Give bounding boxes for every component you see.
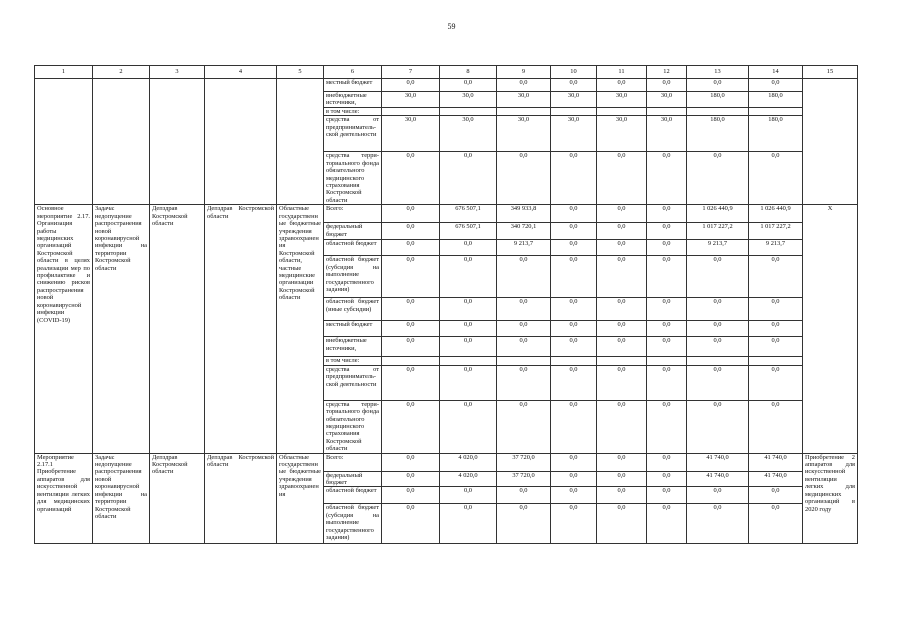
value-cell: 0,0 xyxy=(382,471,440,487)
header-cell: 10 xyxy=(551,66,597,79)
value-cell: 0,0 xyxy=(382,365,440,400)
value-cell: 0,0 xyxy=(647,205,687,223)
value-cell: 0,0 xyxy=(382,256,440,298)
header-cell: 5 xyxy=(277,66,324,79)
value-cell: 0,0 xyxy=(551,321,597,337)
empty-cell xyxy=(35,79,93,205)
value-cell: 0,0 xyxy=(597,152,647,205)
value-cell xyxy=(497,357,551,365)
value-cell: 1 026 440,9 xyxy=(749,205,803,223)
value-cell xyxy=(551,108,597,116)
value-cell: 0,0 xyxy=(749,365,803,400)
source-cell: внебюджетные источники, xyxy=(324,92,382,108)
value-cell: 0,0 xyxy=(382,298,440,321)
header-cell: 3 xyxy=(150,66,205,79)
measure-customer: Депздрав Костромской области xyxy=(150,205,205,453)
value-cell: 180,0 xyxy=(687,116,749,152)
value-cell: 0,0 xyxy=(597,337,647,357)
value-cell: 0,0 xyxy=(597,223,647,240)
empty-cell xyxy=(150,79,205,205)
value-cell: 0,0 xyxy=(647,223,687,240)
value-cell: 30,0 xyxy=(597,116,647,152)
empty-cell xyxy=(277,79,324,205)
value-cell: 0,0 xyxy=(749,79,803,92)
value-cell: 41 740,0 xyxy=(687,471,749,487)
value-cell: 0,0 xyxy=(382,240,440,256)
header-cell: 9 xyxy=(497,66,551,79)
source-cell: в том числе: xyxy=(324,357,382,365)
value-cell: 0,0 xyxy=(687,400,749,453)
value-cell: 30,0 xyxy=(382,92,440,108)
value-cell: 0,0 xyxy=(551,256,597,298)
value-cell: 0,0 xyxy=(749,152,803,205)
value-cell: 0,0 xyxy=(497,365,551,400)
value-cell xyxy=(687,108,749,116)
value-cell: 0,0 xyxy=(647,453,687,471)
source-cell: средства территориального фонда обязательного медицинского страхования Костромской области xyxy=(324,400,382,453)
value-cell: 0,0 xyxy=(687,365,749,400)
value-cell: 0,0 xyxy=(497,400,551,453)
measure-executor: Депздрав Костромской области xyxy=(205,453,277,544)
table-row xyxy=(35,205,858,223)
source-cell: внебюджетные источники, xyxy=(324,337,382,357)
value-cell: 0,0 xyxy=(551,223,597,240)
measure-name: Мероприятие 2.17.1 Приобретение аппаратов для искусственной вентиляции легких для медицинских организаций xyxy=(35,453,93,544)
value-cell: 30,0 xyxy=(440,116,497,152)
value-cell: 0,0 xyxy=(597,365,647,400)
table-row xyxy=(35,453,858,471)
value-cell: 180,0 xyxy=(687,92,749,108)
empty-cell xyxy=(205,79,277,205)
header-cell: 4 xyxy=(205,66,277,79)
value-cell: 0,0 xyxy=(382,453,440,471)
value-cell: 0,0 xyxy=(382,152,440,205)
value-cell xyxy=(382,108,440,116)
value-cell: 37 720,0 xyxy=(497,453,551,471)
measure-task: Задача: недопущение распространения новой коронавирусной инфекции на территории Костромской области xyxy=(93,453,150,544)
value-cell: 0,0 xyxy=(551,152,597,205)
source-cell: средства от предпринимательской деятельности xyxy=(324,365,382,400)
value-cell: 0,0 xyxy=(440,487,497,504)
source-cell: средства от предпринимательской деятельности xyxy=(324,116,382,152)
value-cell: 0,0 xyxy=(597,79,647,92)
value-cell: 0,0 xyxy=(382,321,440,337)
value-cell: 0,0 xyxy=(647,504,687,544)
budget-table xyxy=(34,65,858,544)
value-cell: 0,0 xyxy=(382,400,440,453)
header-cell: 2 xyxy=(93,66,150,79)
value-cell: 0,0 xyxy=(749,256,803,298)
source-cell: средства территориального фонда обязательного медицинского страхования Костромской области xyxy=(324,152,382,205)
value-cell: 676 507,1 xyxy=(440,223,497,240)
value-cell: 0,0 xyxy=(647,256,687,298)
value-cell: 0,0 xyxy=(647,365,687,400)
value-cell: 0,0 xyxy=(497,504,551,544)
value-cell: 0,0 xyxy=(382,223,440,240)
value-cell: 0,0 xyxy=(497,337,551,357)
header-cell: 11 xyxy=(597,66,647,79)
value-cell: 30,0 xyxy=(497,116,551,152)
value-cell: 0,0 xyxy=(551,205,597,223)
value-cell: 30,0 xyxy=(647,92,687,108)
empty-cell xyxy=(93,79,150,205)
value-cell: 0,0 xyxy=(551,487,597,504)
value-cell: 4 020,0 xyxy=(440,453,497,471)
measure-executor: Депздрав Костромской области xyxy=(205,205,277,453)
value-cell: 0,0 xyxy=(647,152,687,205)
value-cell xyxy=(647,108,687,116)
value-cell: 0,0 xyxy=(440,365,497,400)
value-cell: 0,0 xyxy=(749,487,803,504)
value-cell: 0,0 xyxy=(687,487,749,504)
header-cell: 12 xyxy=(647,66,687,79)
value-cell xyxy=(597,357,647,365)
page-number: 59 xyxy=(447,22,456,31)
source-cell: областной бюджет (субсидия на выполнение государственного задания) xyxy=(324,256,382,298)
value-cell: 0,0 xyxy=(551,298,597,321)
value-cell: 0,0 xyxy=(647,79,687,92)
header-cell: 8 xyxy=(440,66,497,79)
source-cell: областной бюджет (субсидия на выполнение государственного задания) xyxy=(324,504,382,544)
value-cell: 0,0 xyxy=(440,256,497,298)
value-cell: 0,0 xyxy=(647,298,687,321)
value-cell: 0,0 xyxy=(749,504,803,544)
source-cell: федеральный бюджет xyxy=(324,471,382,487)
source-cell: местный бюджет xyxy=(324,321,382,337)
value-cell: 0,0 xyxy=(749,337,803,357)
value-cell: 1 017 227,2 xyxy=(749,223,803,240)
value-cell: 0,0 xyxy=(647,400,687,453)
value-cell xyxy=(440,108,497,116)
value-cell: 1 017 227,2 xyxy=(687,223,749,240)
value-cell xyxy=(647,357,687,365)
source-cell: областной бюджет (иные субсидии) xyxy=(324,298,382,321)
value-cell xyxy=(382,357,440,365)
value-cell: 0,0 xyxy=(647,487,687,504)
value-cell: 0,0 xyxy=(382,487,440,504)
value-cell: 676 507,1 xyxy=(440,205,497,223)
value-cell: 0,0 xyxy=(597,487,647,504)
value-cell: 0,0 xyxy=(497,152,551,205)
value-cell: 0,0 xyxy=(597,205,647,223)
value-cell: 0,0 xyxy=(687,79,749,92)
value-cell xyxy=(687,357,749,365)
value-cell: 0,0 xyxy=(597,504,647,544)
value-cell: 0,0 xyxy=(382,337,440,357)
measure-task: Задача: недопущение распространения новой коронавирусной инфекции на территории Костромской области xyxy=(93,205,150,453)
value-cell xyxy=(440,357,497,365)
value-cell: 0,0 xyxy=(382,79,440,92)
value-cell: 0,0 xyxy=(687,256,749,298)
value-cell: 0,0 xyxy=(647,471,687,487)
value-cell: 0,0 xyxy=(647,337,687,357)
value-cell: 0,0 xyxy=(597,400,647,453)
value-cell: 340 720,1 xyxy=(497,223,551,240)
value-cell: 4 020,0 xyxy=(440,471,497,487)
value-cell: 180,0 xyxy=(749,92,803,108)
value-cell: 0,0 xyxy=(551,504,597,544)
value-cell xyxy=(749,108,803,116)
value-cell: 0,0 xyxy=(597,471,647,487)
value-cell: 30,0 xyxy=(647,116,687,152)
value-cell: 0,0 xyxy=(749,298,803,321)
measure-participants: Областные государственные бюджетные учреждения здравоохранения xyxy=(277,453,324,544)
source-cell: в том числе: xyxy=(324,108,382,116)
value-cell: 30,0 xyxy=(497,92,551,108)
value-cell: 30,0 xyxy=(551,116,597,152)
value-cell: 0,0 xyxy=(749,400,803,453)
value-cell: 0,0 xyxy=(687,504,749,544)
header-cell: 1 xyxy=(35,66,93,79)
value-cell: 0,0 xyxy=(551,453,597,471)
value-cell: 180,0 xyxy=(749,116,803,152)
value-cell: 41 740,0 xyxy=(687,453,749,471)
value-cell xyxy=(497,108,551,116)
header-cell: 15 xyxy=(803,66,858,79)
value-cell: 0,0 xyxy=(597,298,647,321)
value-cell: 30,0 xyxy=(440,92,497,108)
value-cell: 0,0 xyxy=(551,79,597,92)
value-cell xyxy=(597,108,647,116)
value-cell: 0,0 xyxy=(440,240,497,256)
source-cell: федеральный бюджет xyxy=(324,223,382,240)
value-cell: 0,0 xyxy=(440,337,497,357)
value-cell: 0,0 xyxy=(597,453,647,471)
value-cell: 0,0 xyxy=(687,152,749,205)
value-cell: 9 213,7 xyxy=(749,240,803,256)
source-cell: Всего: xyxy=(324,453,382,471)
value-cell: 0,0 xyxy=(647,240,687,256)
table-row xyxy=(35,79,858,92)
value-cell: 0,0 xyxy=(687,321,749,337)
value-cell: 0,0 xyxy=(382,205,440,223)
value-cell xyxy=(551,357,597,365)
measure-participants: Областные государственные бюджетные учреждения здравоохранения Костромской области, частные медицинские организации Костромской области xyxy=(277,205,324,453)
header-cell: 14 xyxy=(749,66,803,79)
source-cell: областной бюджет xyxy=(324,487,382,504)
value-cell: 0,0 xyxy=(497,256,551,298)
value-cell: 0,0 xyxy=(597,256,647,298)
value-cell: 0,0 xyxy=(647,321,687,337)
value-cell: 9 213,7 xyxy=(687,240,749,256)
value-cell: 30,0 xyxy=(551,92,597,108)
header-cell: 7 xyxy=(382,66,440,79)
header-cell: 6 xyxy=(324,66,382,79)
value-cell: 0,0 xyxy=(551,365,597,400)
value-cell: 0,0 xyxy=(440,400,497,453)
result-cell: Приобретение 2 аппаратов для искусственной вентиляции легких для медицинских организаций в 2020 году xyxy=(803,453,858,544)
value-cell: 0,0 xyxy=(382,504,440,544)
value-cell: 0,0 xyxy=(497,321,551,337)
value-cell: 0,0 xyxy=(440,321,497,337)
source-cell: местный бюджет xyxy=(324,79,382,92)
value-cell: 0,0 xyxy=(749,321,803,337)
value-cell: 9 213,7 xyxy=(497,240,551,256)
value-cell: 0,0 xyxy=(440,152,497,205)
value-cell: 0,0 xyxy=(440,504,497,544)
value-cell: 41 740,0 xyxy=(749,471,803,487)
value-cell: 349 933,8 xyxy=(497,205,551,223)
value-cell: 0,0 xyxy=(551,240,597,256)
value-cell: 30,0 xyxy=(597,92,647,108)
value-cell: 0,0 xyxy=(597,240,647,256)
value-cell: 1 026 440,9 xyxy=(687,205,749,223)
measure-name: Основное мероприятие 2.17. Организация работы медицинских организаций Костромской области в целях реализации мер по профилактике и снижению рисков распространения новой коронавирусной инфекции (COVID-19) xyxy=(35,205,93,453)
value-cell: 0,0 xyxy=(497,487,551,504)
source-cell: Всего: xyxy=(324,205,382,223)
value-cell: 0,0 xyxy=(687,298,749,321)
header-cell: 13 xyxy=(687,66,749,79)
value-cell: 41 740,0 xyxy=(749,453,803,471)
value-cell: 0,0 xyxy=(440,298,497,321)
header-row xyxy=(35,66,858,79)
value-cell: 0,0 xyxy=(597,321,647,337)
value-cell: 0,0 xyxy=(687,337,749,357)
value-cell xyxy=(749,357,803,365)
value-cell: 0,0 xyxy=(497,79,551,92)
result-cell: Х xyxy=(803,205,858,453)
source-cell: областной бюджет xyxy=(324,240,382,256)
value-cell: 0,0 xyxy=(551,400,597,453)
value-cell: 0,0 xyxy=(551,471,597,487)
value-cell: 30,0 xyxy=(382,116,440,152)
value-cell: 37 720,0 xyxy=(497,471,551,487)
result-cell xyxy=(803,79,858,205)
value-cell: 0,0 xyxy=(497,298,551,321)
value-cell: 0,0 xyxy=(551,337,597,357)
value-cell: 0,0 xyxy=(440,79,497,92)
measure-customer: Депздрав Костромской области xyxy=(150,453,205,544)
